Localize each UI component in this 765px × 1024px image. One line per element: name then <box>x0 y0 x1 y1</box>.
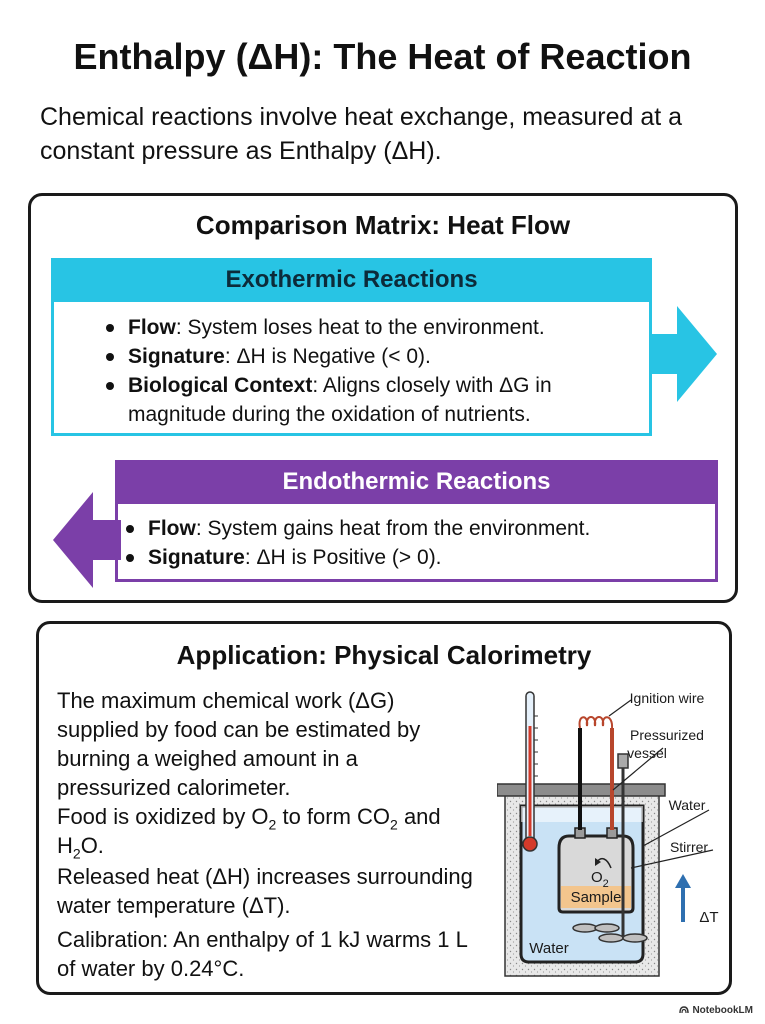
application-panel <box>36 621 732 995</box>
application-title: Application: Physical Calorimetry <box>176 640 592 670</box>
bullet-text: : ΔH is Negative (< 0). <box>224 345 431 368</box>
list-item <box>122 543 703 572</box>
exothermic-body <box>51 302 652 436</box>
matrix-title: Comparison Matrix: Heat Flow <box>195 210 571 240</box>
bullet-text: : ΔH is Positive (> 0). <box>244 546 442 569</box>
ignition-wire-label: Ignition wire <box>629 690 705 706</box>
intro-text: Chemical reactions involve heat exchange, measured at a constant pressure as Enthalpy (ΔH). <box>40 103 683 165</box>
bullet-text: : System gains heat from the environment. <box>195 517 591 540</box>
stirrer-label: Stirrer <box>669 839 709 855</box>
endothermic-body <box>115 504 718 582</box>
exothermic-card <box>51 258 652 436</box>
notebooklm-logo-icon <box>679 1006 689 1014</box>
bullet-text: : System loses heat to the environment. <box>175 316 545 339</box>
sample-label: Sample <box>570 889 622 906</box>
exothermic-arrow-right-icon <box>649 306 719 402</box>
o2-label: $O_2$ <box>591 869 609 890</box>
list-item <box>102 371 637 429</box>
page-title: Enthalpy (ΔH): The Heat of Reaction <box>73 36 692 77</box>
bomb-calorimeter-diagram <box>497 686 723 978</box>
footer-brand-text: NotebookLM <box>692 1005 753 1016</box>
calorimetry-paragraph-2: Food is oxidized by $O_2$ to form $CO_2$ and $H_2O$. <box>57 804 441 862</box>
endothermic-list <box>122 514 703 572</box>
calorimetry-paragraph-3: Released heat (ΔH) increases surrounding water temperature (ΔT). <box>57 864 473 918</box>
endothermic-card <box>115 460 718 582</box>
calorimetry-paragraph-1: The maximum chemical work (ΔG) supplied by food can be estimated by burning a weighed amount in a pressurized calorimeter. <box>57 688 421 800</box>
ignition-coil <box>580 717 613 728</box>
water-label-bottom: Water <box>529 940 569 957</box>
exothermic-header: Exothermic Reactions <box>51 258 652 302</box>
bullet-term: Flow <box>148 517 196 540</box>
comparison-matrix-panel <box>28 193 738 603</box>
endothermic-header: Endothermic Reactions <box>115 460 718 504</box>
bullet-text: : Aligns closely with ΔG in magnitude during the oxidation of nutrients. <box>128 374 552 426</box>
footer-brand <box>679 1005 753 1016</box>
list-item <box>122 514 703 543</box>
delta-t-label: ΔT <box>699 909 719 926</box>
endothermic-arrow-left-icon <box>51 492 121 588</box>
thermometer-bulb <box>523 837 537 851</box>
vessel-label: vessel <box>627 745 667 761</box>
pressurized-label: Pressurized <box>630 727 704 743</box>
exothermic-list <box>102 313 637 429</box>
bullet-term: Signature <box>128 345 225 368</box>
list-item <box>102 313 637 342</box>
list-item <box>102 342 637 371</box>
water-label-right: Water <box>668 797 706 813</box>
bullet-term: Flow <box>128 316 176 339</box>
bullet-term: Signature <box>148 546 245 569</box>
bullet-term: Biological Context <box>128 374 313 397</box>
calorimetry-paragraph-4: Calibration: An enthalpy of 1 kJ warms 1 L of water by 0.24°C. <box>57 927 468 981</box>
